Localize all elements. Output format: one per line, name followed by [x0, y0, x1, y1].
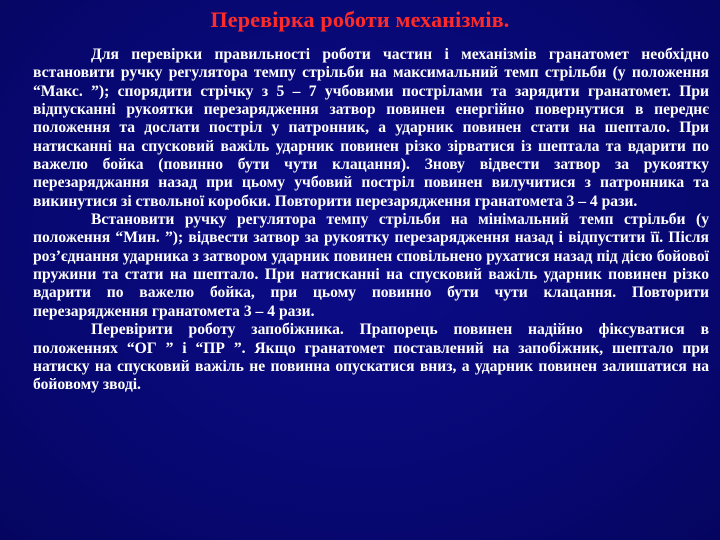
paragraph-2: Встановити ручку регулятора темпу стрільби на мінімальний темп стрільби (у положення “Мин. ”); відвести затвор за рукоятку перезарядження назад і відпустити її. Після роз’єднання ударника з затвором ударник повинен сповільнено рухатися назад під дією бойової пружини та стати на шептало. При натисканні на спусковий важіль ударник повинен різко вдарити по важелю бойка, при цьому повинно бути чути клацання. Повторити перезарядження гранатомета 3 – 4 рази.: [33, 211, 709, 320]
slide-body: [33, 46, 709, 395]
paragraph-1: Для перевірки правильності роботи частин і механізмів гранатомет необхідно встановити ручку регулятора темпу стрільби на максимальний темп стрільби (у положення “Макс. ”); спорядити стрічку з 5 – 7 учбовими пострілами та зарядити гранатомет. При відпусканні рукоятки перезарядження затвор повинен енергійно повернутися в переднє положення та дослати постріл у патронник, а ударник повинен стати на шептало. При натисканні на спусковий важіль ударник повинен різко зірватися із шептала та вдарити по важелю бойка (повинно бути чути клацання). Знову відвести затвор за рукоятку перезаряджання назад при цьому учбовий постріл повинен вилучитися з патронника та викинутися зі ствольної коробки. Повторити перезарядження гранатомета 3 – 4 рази.: [33, 46, 709, 210]
paragraph-3: Перевірити роботу запобіжника. Прапорець повинен надійно фіксуватися в положеннях “ОГ ” і “ПР ”. Якщо гранатомет поставлений на запобіжник, шептало при натиску на спусковий важіль не повинна опускатися вниз, а ударник повинен залишатися на бойовому зводі.: [33, 321, 709, 394]
slide-title: Перевірка роботи механізмів.: [210, 7, 510, 32]
